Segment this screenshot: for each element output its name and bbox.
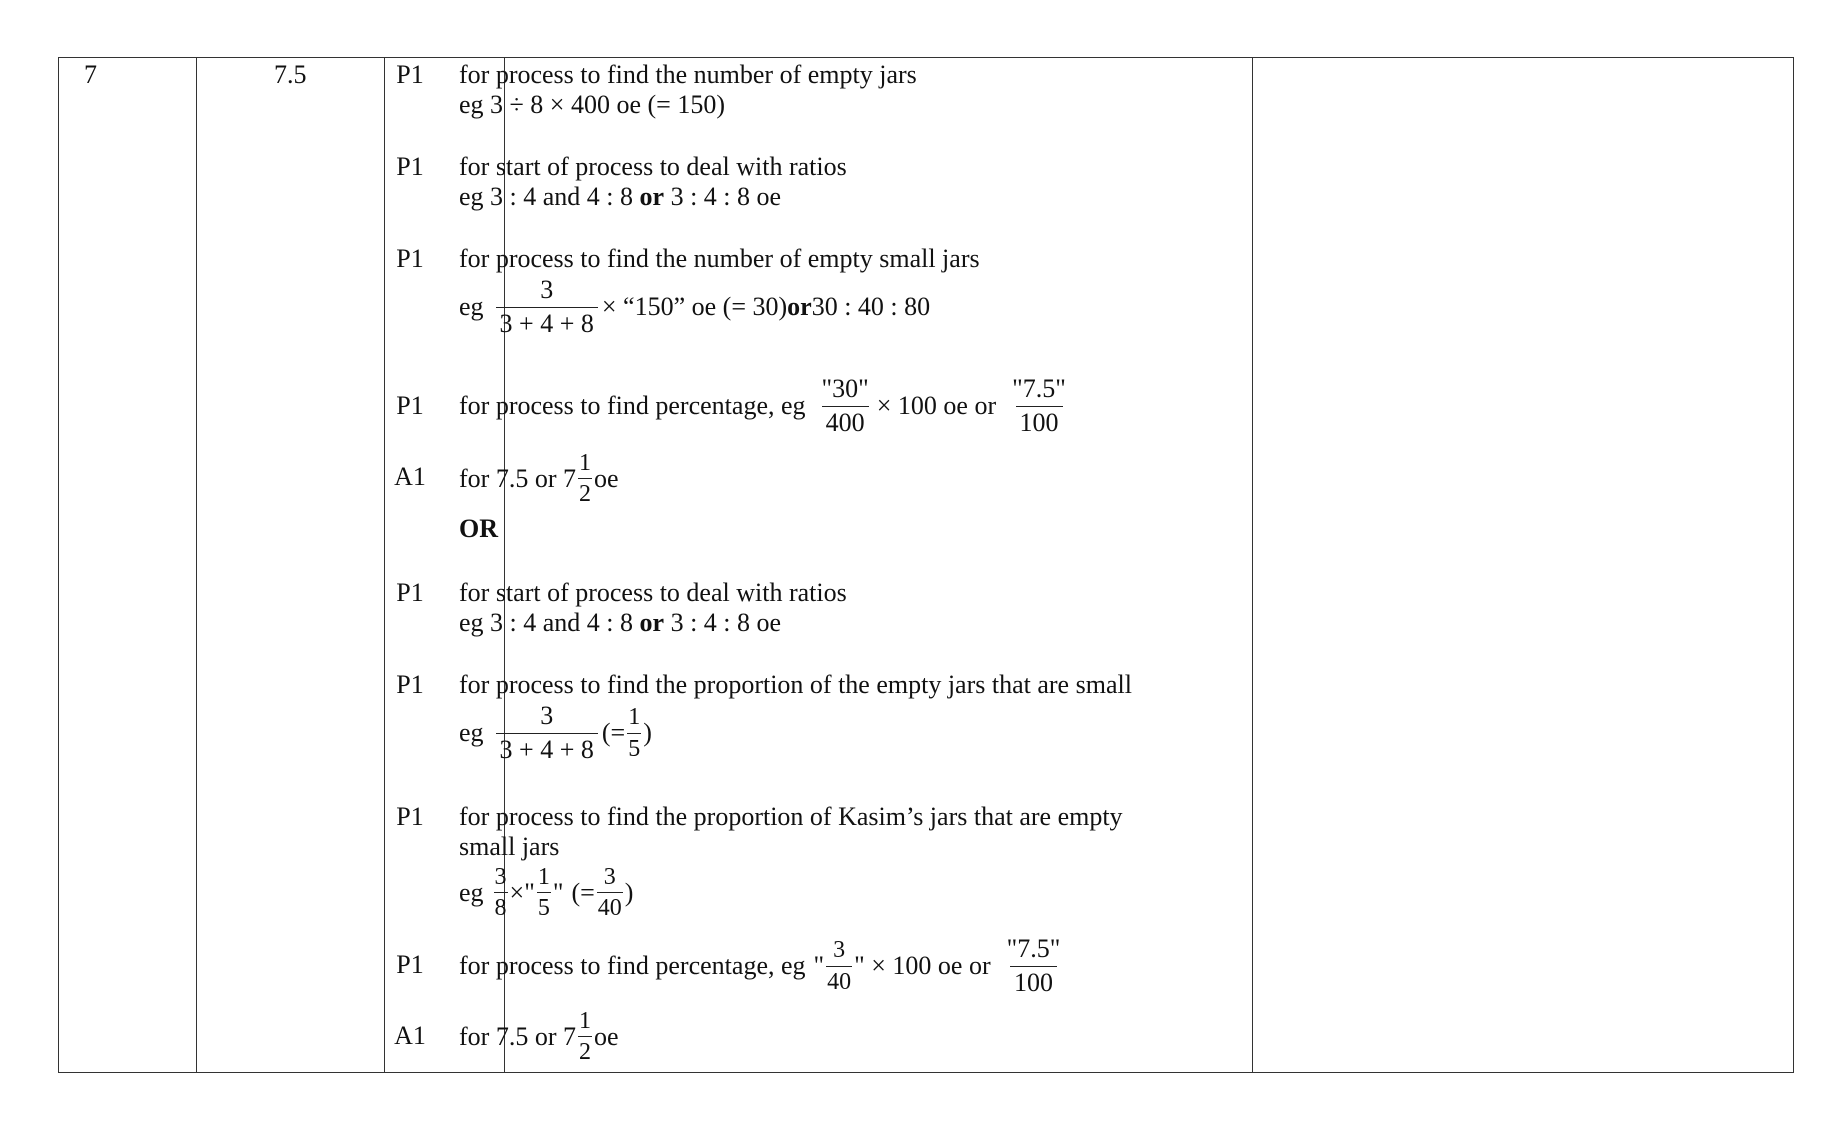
fraction-denominator: 2	[578, 478, 592, 507]
mark-label: P1	[396, 670, 424, 699]
or-keyword: or	[639, 608, 665, 637]
fraction-numerator: "7.5"	[1012, 374, 1066, 403]
fraction-denominator: 8	[494, 892, 508, 921]
fraction-numerator: 3	[603, 864, 616, 890]
example-text: 3 : 4 : 8 oe	[664, 182, 782, 211]
fraction	[578, 450, 592, 508]
example-text: × 100 oe or	[876, 391, 997, 421]
example-text: (=	[601, 718, 626, 748]
guidance-text: for process to find the proportion of the empty jars that are small	[459, 670, 1132, 699]
guidance-text: for process to find percentage, eg	[459, 951, 806, 981]
guidance-text: for 7.5 or 7	[459, 463, 576, 493]
fraction-numerator: 3	[494, 864, 507, 890]
fraction-denominator: 400	[822, 406, 869, 438]
example-text: "	[552, 877, 564, 907]
guidance-block	[459, 152, 1219, 212]
fraction	[496, 702, 598, 764]
guidance-block	[459, 1008, 1219, 1066]
or-keyword: or	[639, 182, 665, 211]
fraction-numerator: 1	[628, 704, 641, 731]
example-text: )	[624, 877, 634, 907]
guidance-text: for process to find percentage, eg	[459, 391, 806, 421]
fraction-denominator: 2	[578, 1036, 592, 1065]
column-divider	[1252, 58, 1253, 1072]
mark-label: P1	[396, 802, 424, 831]
guidance-block	[459, 802, 1219, 922]
guidance-text: small jars	[459, 832, 560, 861]
guidance-text: for process to find the proportion of Kasim’s jars that are empty	[459, 802, 1123, 831]
guidance-text: for 7.5 or 7	[459, 1021, 576, 1051]
fraction	[578, 1008, 592, 1066]
eg-label: eg	[459, 877, 484, 907]
mark-label: P1	[396, 391, 424, 420]
column-divider	[384, 58, 385, 1072]
example-text: 30 : 40 : 80	[811, 292, 931, 322]
example-text: "	[813, 951, 825, 981]
example-text: eg 3 : 4 and 4 : 8	[459, 608, 640, 637]
column-divider	[196, 58, 197, 1072]
mark-label: A1	[394, 462, 426, 491]
guidance-block	[459, 450, 1219, 544]
example-text: 3 : 4 : 8 oe	[664, 608, 782, 637]
guidance-text	[459, 935, 1219, 997]
or-separator	[459, 514, 1219, 544]
fraction-numerator: 3	[540, 275, 554, 304]
example-text: oe	[593, 463, 619, 493]
fraction	[1003, 935, 1065, 997]
fraction-denominator: 100	[1010, 966, 1057, 998]
guidance-example: eg 3 ÷ 8 × 400 oe (= 150)	[459, 90, 725, 119]
guidance-text	[459, 375, 1219, 437]
fraction	[818, 375, 873, 437]
fraction-numerator: 1	[537, 864, 550, 890]
example-text: " × 100 oe or	[854, 951, 991, 981]
fraction-denominator: 3 + 4 + 8	[496, 307, 598, 339]
guidance-text: for process to find the number of empty jars	[459, 60, 917, 89]
guidance-block	[459, 935, 1219, 997]
example-text: (=	[571, 877, 595, 907]
mark-label: P1	[396, 578, 424, 607]
fraction-numerator: "7.5"	[1006, 934, 1061, 963]
fraction-numerator: "30"	[821, 374, 869, 403]
fraction-denominator: 3 + 4 + 8	[496, 733, 598, 765]
eg-label: eg	[459, 292, 484, 322]
or-label: OR	[459, 513, 498, 543]
example-text: eg 3 : 4 and 4 : 8	[459, 182, 640, 211]
fraction	[627, 704, 641, 762]
fraction-denominator: 5	[627, 733, 641, 762]
example-text: oe	[593, 1021, 619, 1051]
eg-label: eg	[459, 718, 484, 748]
fraction	[826, 937, 852, 995]
guidance-text: for start of process to deal with ratios	[459, 578, 847, 607]
guidance-text: for start of process to deal with ratios	[459, 152, 847, 181]
guidance-block	[459, 244, 1219, 338]
fraction	[597, 864, 623, 922]
mark-label: P1	[396, 152, 424, 181]
guidance-block	[459, 578, 1219, 638]
fraction	[496, 276, 598, 338]
mark-label: P1	[396, 244, 424, 273]
fraction-numerator: 1	[578, 1008, 591, 1034]
guidance-example	[459, 182, 1219, 212]
mark-label: A1	[394, 1021, 426, 1050]
example-text: × “150” oe (= 30)	[601, 292, 788, 322]
fraction	[494, 864, 508, 922]
or-keyword: or	[787, 292, 812, 322]
guidance-example	[459, 608, 1219, 638]
guidance-block	[459, 60, 1219, 120]
mark-label: P1	[396, 60, 424, 89]
fraction-denominator: 100	[1016, 406, 1063, 438]
guidance-block	[459, 670, 1219, 764]
guidance-block	[459, 375, 1219, 437]
fraction-numerator: 3	[833, 937, 846, 964]
answer-value: 7.5	[274, 60, 307, 89]
fraction-denominator: 40	[597, 892, 623, 921]
fraction-numerator: 3	[540, 701, 554, 730]
fraction-denominator: 40	[826, 966, 852, 995]
fraction-denominator: 5	[537, 892, 551, 921]
mark-label: P1	[396, 950, 424, 979]
example-text: ×"	[509, 877, 535, 907]
fraction-numerator: 1	[578, 450, 591, 476]
guidance-text: for process to find the number of empty small jars	[459, 244, 980, 273]
guidance-text	[459, 1008, 1219, 1066]
guidance-example	[459, 864, 1219, 922]
fraction	[1008, 375, 1070, 437]
example-text: )	[643, 718, 652, 748]
guidance-example	[459, 702, 1219, 764]
guidance-example	[459, 276, 1219, 338]
fraction	[537, 864, 551, 922]
question-number: 7	[84, 60, 97, 89]
guidance-text	[459, 450, 1219, 508]
